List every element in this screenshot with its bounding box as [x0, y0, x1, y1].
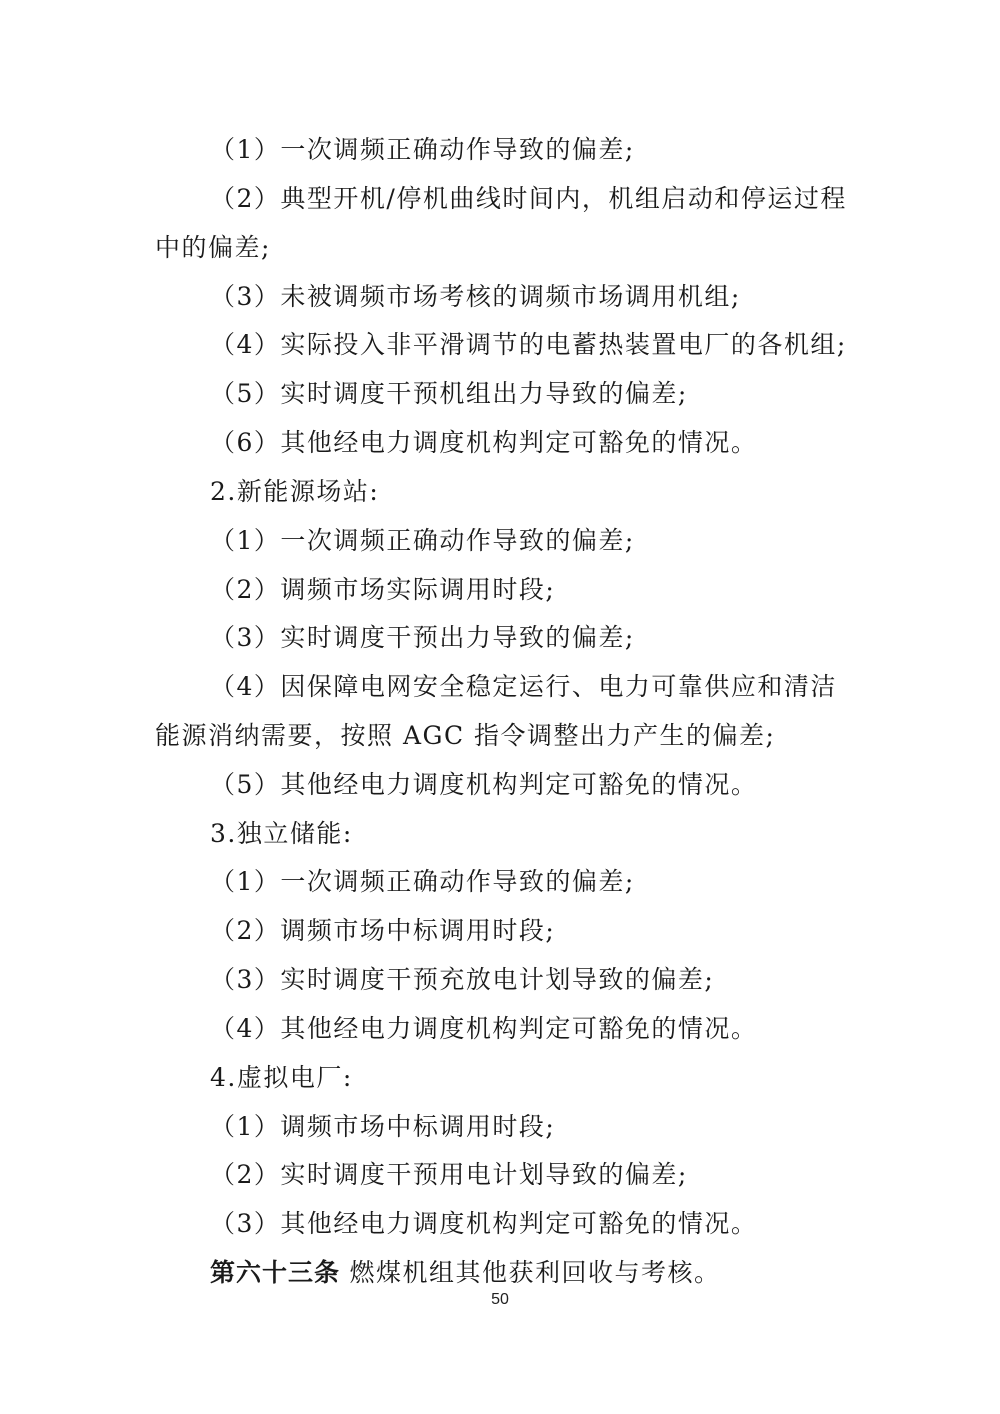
page-number: 50 [491, 1291, 509, 1308]
list-item: （3）其他经电力调度机构判定可豁免的情况。 [210, 1209, 758, 1238]
list-item: （4）因保障电网安全稳定运行、电力可靠供应和清洁 [210, 672, 837, 701]
list-item: （4）其他经电力调度机构判定可豁免的情况。 [210, 1014, 758, 1043]
list-item-continuation: 能源消纳需要，按照 AGC 指令调整出力产生的偏差; [155, 721, 776, 750]
list-item: （2）典型开机/停机曲线时间内，机组启动和停运过程 [210, 184, 847, 213]
list-item: （5）其他经电力调度机构判定可豁免的情况。 [210, 770, 758, 799]
list-item-continuation: 中的偏差; [155, 233, 271, 262]
article-label: 第六十三条 [210, 1258, 341, 1287]
list-item: （1）调频市场中标调用时段; [210, 1112, 556, 1141]
list-item: （3）未被调频市场考核的调频市场调用机组; [210, 282, 741, 311]
list-item: （2）调频市场实际调用时段; [210, 575, 556, 604]
article-text: 燃煤机组其他获利回收与考核。 [340, 1258, 721, 1287]
list-item: （5）实时调度干预机组出力导致的偏差; [210, 379, 688, 408]
section-heading: 2.新能源场站: [210, 477, 380, 506]
list-item: （1）一次调频正确动作导致的偏差; [210, 526, 635, 555]
list-item: （2）实时调度干预用电计划导致的偏差; [210, 1160, 688, 1189]
section-heading: 4.虚拟电厂: [210, 1063, 353, 1092]
list-item: （4）实际投入非平滑调节的电蓄热装置电厂的各机组; [210, 330, 847, 359]
list-item: （6）其他经电力调度机构判定可豁免的情况。 [210, 428, 758, 457]
list-item: （3）实时调度干预充放电计划导致的偏差; [210, 965, 715, 994]
list-item: （3）实时调度干预出力导致的偏差; [210, 623, 635, 652]
list-item: （1）一次调频正确动作导致的偏差; [210, 135, 635, 164]
list-item: （2）调频市场中标调用时段; [210, 916, 556, 945]
list-item: （1）一次调频正确动作导致的偏差; [210, 867, 635, 896]
section-heading: 3.独立储能: [210, 819, 353, 848]
article-paragraph [210, 1256, 720, 1290]
